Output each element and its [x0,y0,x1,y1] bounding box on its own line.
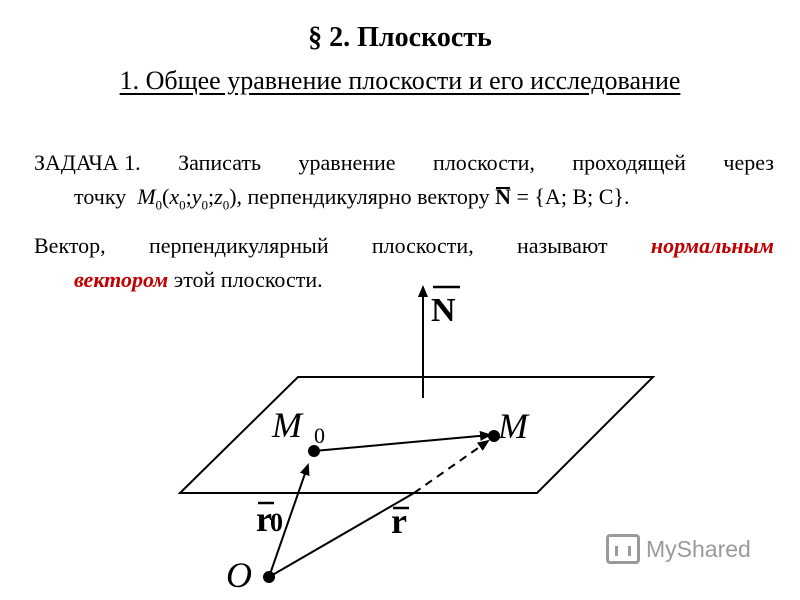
label-o: O [226,555,252,595]
task-label: ЗАДАЧА 1. [34,150,141,175]
task-word: Записать [178,150,262,175]
definition-word: перпендикулярный [148,233,329,258]
coords-close: ), перпендикулярно вектору [229,184,490,209]
coord-z-sub: 0 [222,197,230,213]
definition-rest: этой плоскости. [173,267,323,292]
task-word: проходящей [572,150,686,175]
point-subscript: 0 [155,197,163,213]
definition-word: плоскости, [371,233,474,258]
highlight-term-2: вектором [74,267,169,292]
page-title: § 2. Плоскость [308,22,492,53]
watermark-logo [606,534,751,564]
definition-word: Вектор, [34,233,106,258]
task-word: через [723,150,774,175]
presentation-icon [606,534,640,564]
label-r0-subscript: 0 [270,508,283,537]
coord-x: x [169,184,180,209]
coords-open: ( [162,184,170,209]
coord-z: z [214,184,223,209]
coord-x-sub: 0 [179,197,186,213]
plane-parallelogram [180,377,653,493]
watermark-text: MyShared [646,535,751,562]
section-subtitle-text: 1. Общее уравнение плоскости и его исследование [119,66,681,95]
label-m0-subscript: 0 [314,423,325,448]
coord-y: y [191,184,202,209]
point-o [263,571,275,583]
task-word: точку [74,184,127,209]
label-m0: M [272,405,302,445]
task-line-2: точку $M_0(x_0;y_0;z_0)$, перпендикулярно вектору N = {A; B; C}. [74,184,630,213]
label-r: r [391,501,407,541]
point-symbol: M [137,184,156,209]
task-word: уравнение [298,150,396,175]
coord-y-sub: 0 [201,197,209,213]
definition-word: называют [516,233,608,258]
highlight-term-1: нормальным [650,233,774,258]
label-m: M [498,406,528,446]
vector-r-dashed [414,441,488,493]
vector-components: = {A; B; C}. [510,184,630,209]
label-n: N [431,292,456,329]
normal-vector-symbol: N [495,184,511,209]
label-r0: r [256,499,272,539]
task-word: плоскости, [433,150,535,175]
vector-m0-m [314,435,490,451]
